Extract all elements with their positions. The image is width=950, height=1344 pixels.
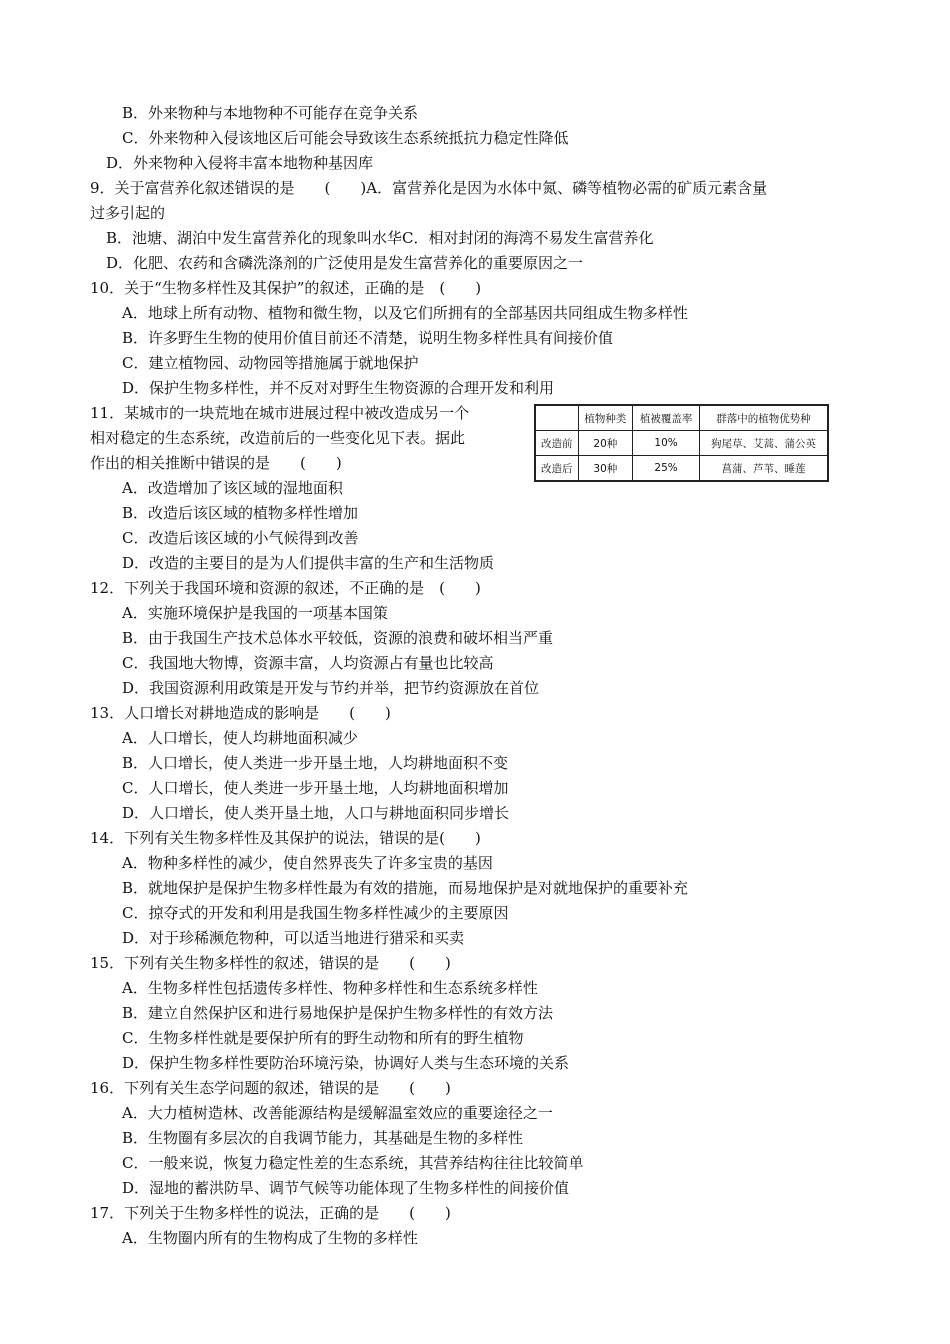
table-row (535, 431, 828, 456)
text-line: 作出的相关推断中错误的是 ( ) (90, 454, 342, 472)
table-header-row (535, 405, 828, 431)
text-line: D．改造的主要目的是为人们提供丰富的生产和生活物质 (122, 554, 495, 572)
text-line: C．一般来说，恢复力稳定性差的生态系统，其营养结构往往比较简单 (122, 1154, 584, 1172)
text-line: 10．关于“生物多样性及其保护”的叙述，正确的是 ( ) (90, 279, 482, 297)
text-line: A．物种多样性的减少，使自然界丧失了许多宝贵的基因 (122, 854, 493, 872)
text-line: A．大力植树造林、改善能源结构是缓解温室效应的重要途径之一 (122, 1104, 553, 1122)
text-line: 相对稳定的生态系统，改造前后的一些变化见下表。据此 (90, 429, 466, 447)
text-line: A．地球上所有动物、植物和微生物，以及它们所拥有的全部基因共同组成生物多样性 (122, 304, 688, 322)
text-line: B．生物圈有多层次的自我调节能力，其基础是生物的多样性 (122, 1129, 524, 1147)
text-line: C．人口增长，使人类进一步开垦土地，人均耕地面积增加 (122, 779, 509, 797)
text-line: 13．人口增长对耕地造成的影响是 ( ) (90, 704, 391, 722)
text-line: B．池塘、湖泊中发生富营养化的现象叫水华C．相对封闭的海湾不易发生富营养化 (106, 229, 654, 247)
text-line: B．人口增长，使人类进一步开垦土地，人均耕地面积不变 (122, 754, 509, 772)
text-line: D．湿地的蓄洪防旱、调节气候等功能体现了生物多样性的间接价值 (122, 1179, 570, 1197)
table-cell: 狗尾草、艾蒿、蒲公英 (700, 431, 829, 456)
text-line: B．由于我国生产技术总体水平较低，资源的浪费和破坏相当严重 (122, 629, 554, 647)
table-cell: 菖蒲、芦苇、睡莲 (700, 456, 829, 482)
text-line: D．对于珍稀濒危物种，可以适当地进行猎采和买卖 (122, 929, 465, 947)
table-cell: 30种 (578, 456, 633, 482)
table-row (535, 456, 828, 482)
table-cell: 20种 (578, 431, 633, 456)
table-header-cell: 植物种类 (578, 405, 633, 431)
text-line: B．许多野生生物的使用价值目前还不清楚，说明生物多样性具有间接价值 (122, 329, 614, 347)
table-header-cell: 群落中的植物优势种 (700, 405, 829, 431)
text-line: C．改造后该区域的小气候得到改善 (122, 529, 359, 547)
text-line: A．实施环境保护是我国的一项基本国策 (122, 604, 388, 622)
data-table (534, 404, 829, 482)
text-line: 17．下列关于生物多样性的说法，正确的是 ( ) (90, 1204, 451, 1222)
text-line: B．建立自然保护区和进行易地保护是保护生物多样性的有效方法 (122, 1004, 554, 1022)
table-header-cell: 植被覆盖率 (633, 405, 700, 431)
text-line: D．外来物种入侵将丰富本地物种基因库 (106, 154, 374, 172)
text-line: 16．下列有关生态学问题的叙述，错误的是 ( ) (90, 1079, 451, 1097)
text-line: C．我国地大物博，资源丰富，人均资源占有量也比较高 (122, 654, 494, 672)
text-line: B．外来物种与本地物种不可能存在竞争关系 (122, 104, 419, 122)
text-line: C．生物多样性就是要保护所有的野生动物和所有的野生植物 (122, 1029, 524, 1047)
text-line: 14．下列有关生物多样性及其保护的说法，错误的是( ) (90, 829, 481, 847)
table-cell: 25% (633, 456, 700, 482)
text-line: B．就地保护是保护生物多样性最为有效的措施，而易地保护是对就地保护的重要补充 (122, 879, 689, 897)
text-line: A．人口增长，使人均耕地面积减少 (122, 729, 358, 747)
table-header-cell (535, 405, 578, 431)
text-line: D．人口增长，使人类开垦土地，人口与耕地面积同步增长 (122, 804, 510, 822)
text-line: 12．下列关于我国环境和资源的叙述，不正确的是 ( ) (90, 579, 481, 597)
table-cell: 改造前 (535, 431, 578, 456)
text-line: C．外来物种入侵该地区后可能会导致该生态系统抵抗力稳定性降低 (122, 129, 569, 147)
text-line: 15．下列有关生物多样性的叙述，错误的是 ( ) (90, 954, 451, 972)
text-line: 过多引起的 (90, 204, 166, 222)
text-line: C．建立植物园、动物园等措施属于就地保护 (122, 354, 419, 372)
text-line: A．生物多样性包括遗传多样性、物种多样性和生态系统多样性 (122, 979, 538, 997)
text-line: D．保护生物多样性，并不反对对野生生物资源的合理开发和利用 (122, 379, 555, 397)
text-line: A．改造增加了该区域的湿地面积 (122, 479, 343, 497)
table-cell: 10% (633, 431, 700, 456)
text-line: 9．关于富营养化叙述错误的是 ( )A．富营养化是因为水体中氮、磷等植物必需的矿质元素含量 (90, 179, 768, 197)
text-line: D．保护生物多样性要防治环境污染，协调好人类与生态环境的关系 (122, 1054, 570, 1072)
text-line: 11．某城市的一块荒地在城市进展过程中被改造成另一个 (90, 404, 470, 422)
text-line: D．我国资源利用政策是开发与节约并举，把节约资源放在首位 (122, 679, 540, 697)
text-line: A．生物圈内所有的生物构成了生物的多样性 (122, 1229, 418, 1247)
text-line: B．改造后该区域的植物多样性增加 (122, 504, 359, 522)
text-line: C．掠夺式的开发和利用是我国生物多样性减少的主要原因 (122, 904, 509, 922)
table-cell: 改造后 (535, 456, 578, 482)
text-line: D．化肥、农药和含磷洗涤剂的广泛使用是发生富营养化的重要原因之一 (106, 254, 584, 272)
